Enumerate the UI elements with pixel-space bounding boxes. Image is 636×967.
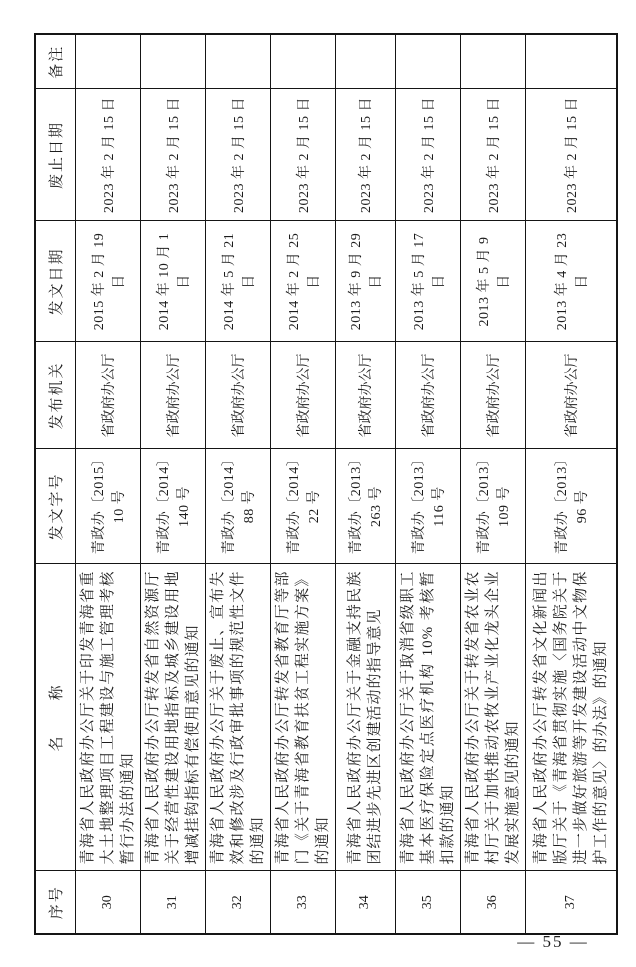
- row-agency: 省政府办公厅: [140, 342, 205, 449]
- row-doc-number: 青政办〔2013〕96 号: [525, 449, 617, 564]
- header-serial: 序号: [35, 871, 75, 934]
- row-agency: 省政府办公厅: [395, 342, 460, 449]
- row-title: 青海省人民政府办公厅关于转发省农业农村厅关于加快推动农牧业产业化龙头企业发展实施意见的通知: [460, 564, 525, 871]
- abolished-documents-table: [34, 33, 618, 935]
- row-remarks: [525, 34, 617, 89]
- row-issue-date: 2013 年 5 月 9 日: [460, 221, 525, 342]
- row-serial: 30: [75, 871, 140, 934]
- row-repeal-date: 2023 年 2 月 15 日: [460, 89, 525, 221]
- row-doc-number: 青政办〔2015〕10 号: [75, 449, 140, 564]
- row-doc-number: 青政办〔2014〕22 号: [270, 449, 335, 564]
- row-title: 青海省人民政府办公厅关于印发青海省重大土地整理项目工程建设与施工管理考核暂行办法的通知: [75, 564, 140, 871]
- row-issue-date: 2013 年 4 月 23 日: [525, 221, 617, 342]
- header-remarks: 备注: [35, 34, 75, 89]
- row-remarks: [75, 34, 140, 89]
- row-doc-number: 青政办〔2013〕116 号: [395, 449, 460, 564]
- row-title: 青海省人民政府办公厅转发省自然资源厅关于经营性建设用地指标及城乡建设用地增减挂钩指标有偿使用意见的通知: [140, 564, 205, 871]
- row-repeal-date: 2023 年 2 月 15 日: [335, 89, 395, 221]
- header-doc-number: 发文字号: [35, 449, 75, 564]
- header-issue-date: 发文日期: [35, 221, 75, 342]
- row-remarks: [335, 34, 395, 89]
- rotated-table-container: [34, 35, 609, 935]
- row-serial: 31: [140, 871, 205, 934]
- row-serial: 33: [270, 871, 335, 934]
- row-doc-number: 青政办〔2014〕88 号: [205, 449, 270, 564]
- table-row: [525, 34, 617, 934]
- row-issue-date: 2014 年 2 月 25 日: [270, 221, 335, 342]
- row-repeal-date: 2023 年 2 月 15 日: [140, 89, 205, 221]
- header-agency: 发布机关: [35, 342, 75, 449]
- header-name: 名 称: [35, 564, 75, 871]
- header-repeal-date: 废止日期: [35, 89, 75, 221]
- row-repeal-date: 2023 年 2 月 15 日: [75, 89, 140, 221]
- row-issue-date: 2014 年 5 月 21 日: [205, 221, 270, 342]
- row-title: 青海省人民政府办公厅转发省教育厅等部门《关于青海省教育扶贫工程实施方案》的通知: [270, 564, 335, 871]
- row-serial: 36: [460, 871, 525, 934]
- row-agency: 省政府办公厅: [75, 342, 140, 449]
- row-issue-date: 2015 年 2 月 19 日: [75, 221, 140, 342]
- row-repeal-date: 2023 年 2 月 15 日: [205, 89, 270, 221]
- table-row: [205, 34, 270, 934]
- row-repeal-date: 2023 年 2 月 15 日: [395, 89, 460, 221]
- row-title: 青海省人民政府办公厅转发省文化新闻出版厅关于《青海省贯彻实施〈国务院关于进一步做好旅游等开发建设活动中文物保护工作的意见〉的办法》的通知: [525, 564, 617, 871]
- row-title: 青海省人民政府办公厅关于取消省级职工基本医疗保险定点医疗机构 10% 考核暂扣款的通知: [395, 564, 460, 871]
- row-agency: 省政府办公厅: [205, 342, 270, 449]
- row-repeal-date: 2023 年 2 月 15 日: [525, 89, 617, 221]
- row-remarks: [270, 34, 335, 89]
- row-agency: 省政府办公厅: [335, 342, 395, 449]
- row-repeal-date: 2023 年 2 月 15 日: [270, 89, 335, 221]
- table-row: [270, 34, 335, 934]
- row-remarks: [140, 34, 205, 89]
- row-issue-date: 2013 年 5 月 17 日: [395, 221, 460, 342]
- row-serial: 32: [205, 871, 270, 934]
- row-title: 青海省人民政府办公厅关于金融支持民族团结进步先进区创建活动的指导意见: [335, 564, 395, 871]
- table-row: [140, 34, 205, 934]
- row-doc-number: 青政办〔2013〕263 号: [335, 449, 395, 564]
- row-agency: 省政府办公厅: [525, 342, 617, 449]
- row-serial: 34: [335, 871, 395, 934]
- row-serial: 35: [395, 871, 460, 934]
- table-row: [395, 34, 460, 934]
- row-issue-date: 2013 年 9 月 29 日: [335, 221, 395, 342]
- row-remarks: [395, 34, 460, 89]
- table-row: [75, 34, 140, 934]
- row-agency: 省政府办公厅: [460, 342, 525, 449]
- table-row: [460, 34, 525, 934]
- row-title: 青海省人民政府办公厅关于废止、宣布失效和修改涉及行政审批事项的规范性文件的通知: [205, 564, 270, 871]
- row-agency: 省政府办公厅: [270, 342, 335, 449]
- table-header-row: [35, 34, 75, 934]
- page-number: — 55 —: [517, 932, 589, 951]
- row-remarks: [460, 34, 525, 89]
- row-doc-number: 青政办〔2013〕109 号: [460, 449, 525, 564]
- row-remarks: [205, 34, 270, 89]
- row-doc-number: 青政办〔2014〕140 号: [140, 449, 205, 564]
- table-row: [335, 34, 395, 934]
- row-issue-date: 2014 年 10 月 1 日: [140, 221, 205, 342]
- row-serial: 37: [525, 871, 617, 934]
